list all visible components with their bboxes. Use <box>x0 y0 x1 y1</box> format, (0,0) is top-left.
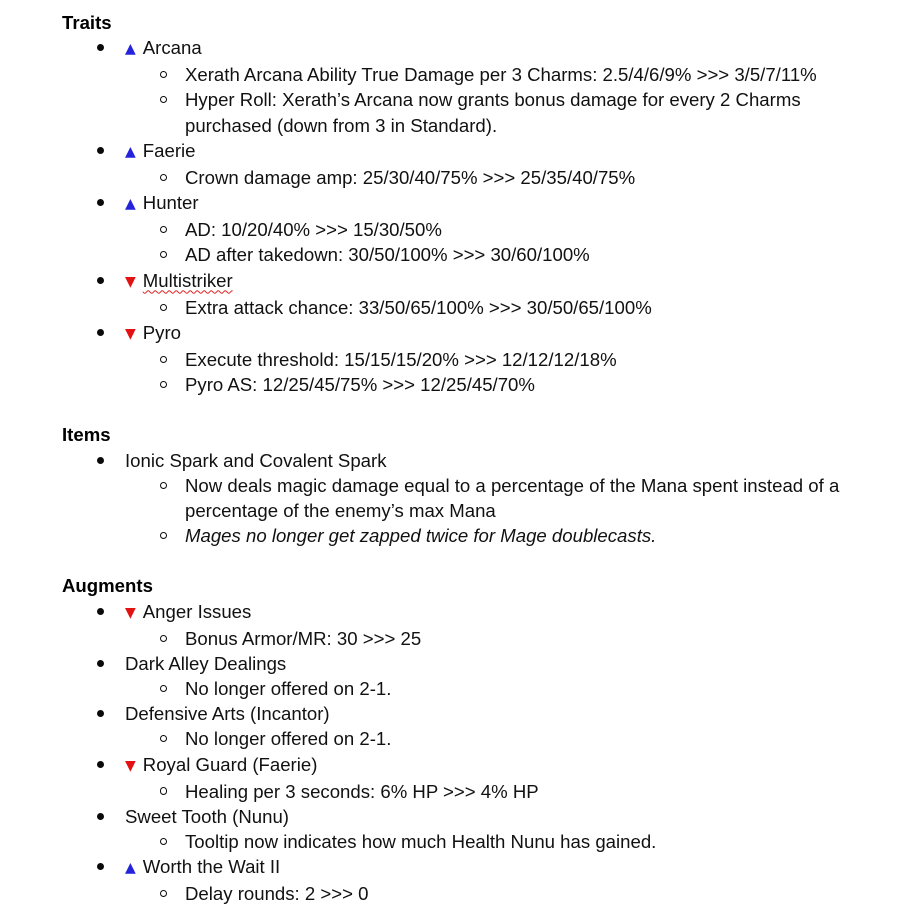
circle-bullet-icon <box>160 356 167 363</box>
section-title: Items <box>62 424 111 446</box>
nerf-icon: ▼ <box>125 604 136 621</box>
entry-name: Pyro <box>142 321 182 343</box>
sub-list-item <box>0 523 868 548</box>
sub-list-item <box>0 295 868 320</box>
entry-name: Hunter <box>142 192 199 214</box>
bullet-icon <box>97 761 104 768</box>
sub-list-item <box>0 347 868 372</box>
sub-item-text: No longer offered on 2-1. <box>185 678 392 700</box>
nerf-icon: ▼ <box>125 757 136 774</box>
circle-bullet-icon <box>160 174 167 181</box>
sub-list-item <box>0 881 868 906</box>
sub-item-text: Extra attack chance: 33/50/65/100% >>> 30/50/65/100% <box>185 296 652 318</box>
sub-item-text: AD after takedown: 30/50/100% >>> 30/60/100% <box>185 244 590 266</box>
entry-name: Ionic Spark and Covalent Spark <box>125 449 387 471</box>
entry-name: Multistriker <box>142 269 233 291</box>
sub-item-text: Bonus Armor/MR: 30 >>> 25 <box>185 627 422 649</box>
circle-bullet-icon <box>160 71 167 78</box>
section-title: Traits <box>62 12 112 33</box>
list-item <box>0 752 868 779</box>
list-item <box>0 804 868 829</box>
bullet-icon <box>97 147 104 154</box>
sub-list-item <box>0 87 868 137</box>
entry-name: Arcana <box>142 37 202 59</box>
sub-list-item <box>0 829 868 854</box>
sub-list-item <box>0 726 868 751</box>
sub-list-item <box>0 217 868 242</box>
sub-item-text: Pyro AS: 12/25/45/75% >>> 12/25/45/70% <box>185 374 535 396</box>
circle-bullet-icon <box>160 482 167 489</box>
bullet-icon <box>97 863 104 870</box>
sub-list-item <box>0 676 868 701</box>
bullet-icon <box>97 710 104 717</box>
sub-list-item <box>0 473 868 523</box>
sub-item-text: Xerath Arcana Ability True Damage per 3 Charms: 2.5/4/6/9% >>> 3/5/7/11% <box>185 64 817 86</box>
sub-item-text: Delay rounds: 2 >>> 0 <box>185 883 369 905</box>
bullet-icon <box>97 44 104 51</box>
sub-item-text: AD: 10/20/40% >>> 15/30/50% <box>185 219 442 241</box>
list-item <box>0 35 868 62</box>
nerf-icon: ▼ <box>125 325 136 342</box>
bullet-icon <box>97 457 104 464</box>
circle-bullet-icon <box>160 251 167 258</box>
circle-bullet-icon <box>160 838 167 845</box>
entry-name: Anger Issues <box>142 600 252 622</box>
sub-list-item <box>0 779 868 804</box>
bullet-icon <box>97 813 104 820</box>
sub-list-item <box>0 62 868 87</box>
sub-list-item <box>0 165 868 190</box>
nerf-icon: ▼ <box>125 273 136 290</box>
bullet-icon <box>97 608 104 615</box>
list-item <box>0 320 868 347</box>
buff-icon: ▲ <box>125 196 136 213</box>
buff-icon: ▲ <box>125 860 136 877</box>
circle-bullet-icon <box>160 304 167 311</box>
buff-icon: ▲ <box>125 41 136 58</box>
entry-name: Royal Guard (Faerie) <box>142 753 318 775</box>
list-item <box>0 854 868 881</box>
bullet-icon <box>97 199 104 206</box>
entry-name: Worth the Wait II <box>142 856 281 878</box>
circle-bullet-icon <box>160 890 167 897</box>
list-item <box>0 268 868 295</box>
section-title: Augments <box>62 575 153 597</box>
circle-bullet-icon <box>160 735 167 742</box>
list-item <box>0 701 868 726</box>
list-item <box>0 138 868 165</box>
circle-bullet-icon <box>160 381 167 388</box>
entry-name: Sweet Tooth (Nunu) <box>125 805 289 827</box>
entry-name: Dark Alley Dealings <box>125 652 287 674</box>
section-spacer <box>0 397 868 422</box>
bullet-icon <box>97 660 104 667</box>
list-item <box>0 190 868 217</box>
list-item <box>0 448 868 473</box>
bullet-icon <box>97 277 104 284</box>
sub-item-text: Crown damage amp: 25/30/40/75% >>> 25/35/40/75% <box>185 166 636 188</box>
section-spacer <box>0 548 868 573</box>
circle-bullet-icon <box>160 685 167 692</box>
sub-list-item <box>0 372 868 397</box>
sub-item-text: Healing per 3 seconds: 6% HP >>> 4% HP <box>185 780 539 802</box>
list-item <box>0 651 868 676</box>
sub-list-item <box>0 242 868 267</box>
sub-item-text: Tooltip now indicates how much Health Nunu has gained. <box>185 830 657 852</box>
circle-bullet-icon <box>160 226 167 233</box>
circle-bullet-icon <box>160 635 167 642</box>
sub-item-text: Hyper Roll: Xerath’s Arcana now grants bonus damage for every 2 Charms purchased (down from 3 in Standard). <box>185 89 801 136</box>
list-item <box>0 599 868 626</box>
circle-bullet-icon <box>160 96 167 103</box>
sub-list-item <box>0 626 868 651</box>
sub-item-text: Execute threshold: 15/15/15/20% >>> 12/12/12/18% <box>185 349 617 371</box>
entry-name: Defensive Arts (Incantor) <box>125 703 330 725</box>
sub-item-text: Mages no longer get zapped twice for Mage doublecasts. <box>185 525 657 547</box>
bullet-icon <box>97 329 104 336</box>
circle-bullet-icon <box>160 787 167 794</box>
sub-item-text: No longer offered on 2-1. <box>185 728 392 750</box>
sub-item-text: Now deals magic damage equal to a percentage of the Mana spent instead of a percentage of the enemy’s max Mana <box>185 474 840 521</box>
circle-bullet-icon <box>160 532 167 539</box>
buff-icon: ▲ <box>125 143 136 160</box>
entry-name: Faerie <box>142 139 196 161</box>
